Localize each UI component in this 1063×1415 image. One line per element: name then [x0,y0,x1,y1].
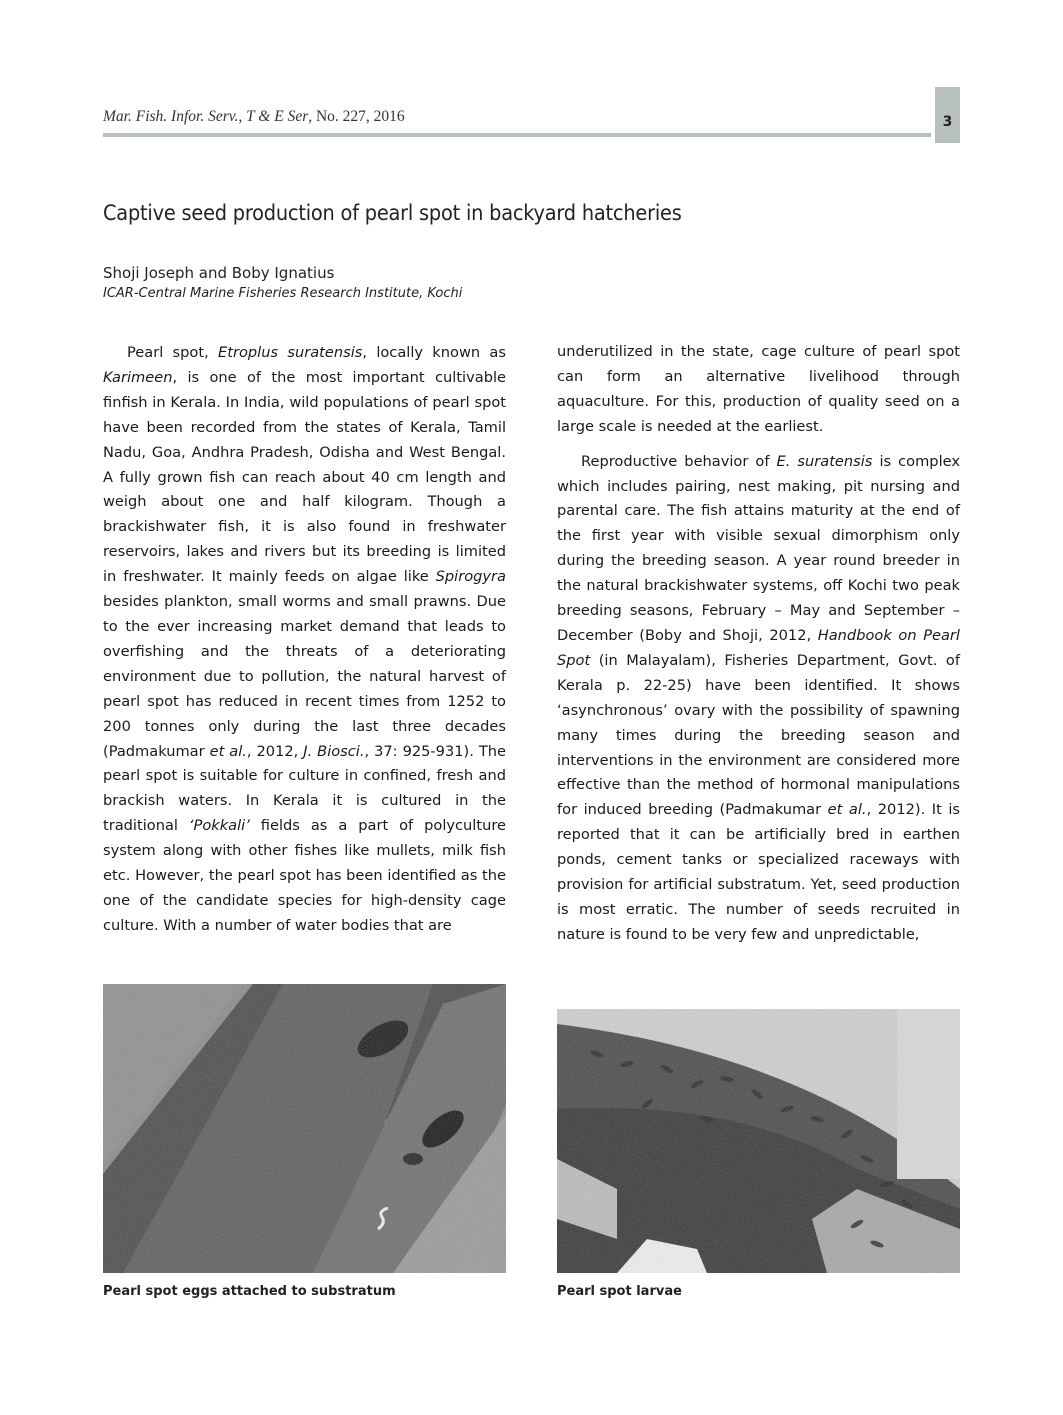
journal-issue: , No. 227, 2016 [308,108,405,125]
paragraph-gap [557,440,960,450]
italic-term: ‘Pokkali’ [188,817,250,835]
text-run: , is one of the most important cultivable finfish in Kerala. In India, wild populations of pearl spot have been recorded from the states of Kerala, Tamil Nadu, Goa, Andhra Pradesh, Odisha and West Bengal. A fully grown fish can reach about 40 cm length and weigh about one and half kilogram. Though a brackishwater fish, it is also found in freshwater reservoirs, lakes and rivers but its breeding is limited in freshwater. It mainly feeds on algae like [103,368,506,586]
photo-eggs-on-substratum [103,984,506,1273]
author-affiliation: ICAR-Central Marine Fisheries Research Institute, Kochi [103,286,463,301]
italic-term: Spirogyra [435,568,506,586]
text-run: besides plankton, small worms and small prawns. Due to the ever increasing market demand that leads to overfishing and the threats of a deteriorating environment due to pollution, the natural harvest of pearl spot has reduced in recent times from 1252 to 200 tonnes only during the last three decades (Padmakumar [103,593,506,760]
journal-citation [103,108,933,126]
text-run: Reproductive behavior of [581,452,777,470]
larvae-photo-graphic [557,1009,960,1273]
body-paragraph [103,341,506,939]
text-run: (in Malayalam), Fisheries Department, Govt. of Kerala p. 22-25) have been identified. It shows ‘asynchronous’ ovary with the possibility of spawning many times during the breeding season and interventions in the environment are considered more effective than the method of hormonal manipulations for induced breeding (Padmakumar [557,651,960,819]
text-run: , 2012, [246,742,304,760]
figure-caption-larvae: Pearl spot larvae [557,1284,682,1299]
body-paragraph [557,450,960,948]
body-column-right [557,340,960,948]
article-authors: Shoji Joseph and Boby Ignatius [103,264,335,282]
italic-term: et al. [827,801,867,819]
figure-caption-eggs: Pearl spot eggs attached to substratum [103,1284,396,1299]
eggs-photo-graphic [103,984,506,1273]
photo-larvae-in-tank [557,1009,960,1273]
text-run: , 37: 925-931). The pearl spot is suitable for culture in confined, fresh and brackish waters. In Kerala it is cultured in the traditional [103,742,506,835]
text-run: underutilized in the state, cage culture of pearl spot can form an alternative livelihood through aquaculture. For this, production of quality seed on a large scale is needed at the earliest. [557,343,960,435]
italic-term: J. Biosci. [303,742,365,760]
text-run: , 2012). It is reported that it can be artificially bred in earthen ponds, cement tanks or specialized raceways with provision for artificial substratum. Yet, seed production is most erratic. The number of seeds recruited in nature is found to be very few and unpredictable, [557,801,960,943]
article-title: Captive seed production of pearl spot in backyard hatcheries [103,201,682,226]
body-paragraph [557,340,960,440]
text-run: , locally known as [362,344,506,361]
italic-term: Handbook on Pearl Spot [557,626,960,669]
text-run: Pearl spot, [127,344,219,361]
italic-term: Karimeen [103,368,173,386]
journal-name: Mar. Fish. Infor. Serv., T & E Ser [103,108,309,125]
text-run: is complex which includes pairing, nest making, pit nursing and parental care. The fish attains maturity at the end of the first year with visible sexual dimorphism only during the breeding season. A year round breeder in the natural brackishwater systems, off Kochi two peak breeding seasons, February – May and September – December (Boby and Shoji, 2012, [557,452,960,644]
text-run: fields as a part of polyculture system along with other fishes like mullets, milk fish etc. However, the pearl spot has been identified as the one of the candidate species for high-density cage culture. With a number of water bodies that are [103,817,506,934]
page-number: 3 [942,114,953,130]
italic-term: E. suratensis [776,452,873,470]
italic-term: et al. [209,742,247,760]
italic-term: Etroplus suratensis [218,344,363,361]
body-column-left [103,341,506,939]
header-rule [103,133,931,137]
